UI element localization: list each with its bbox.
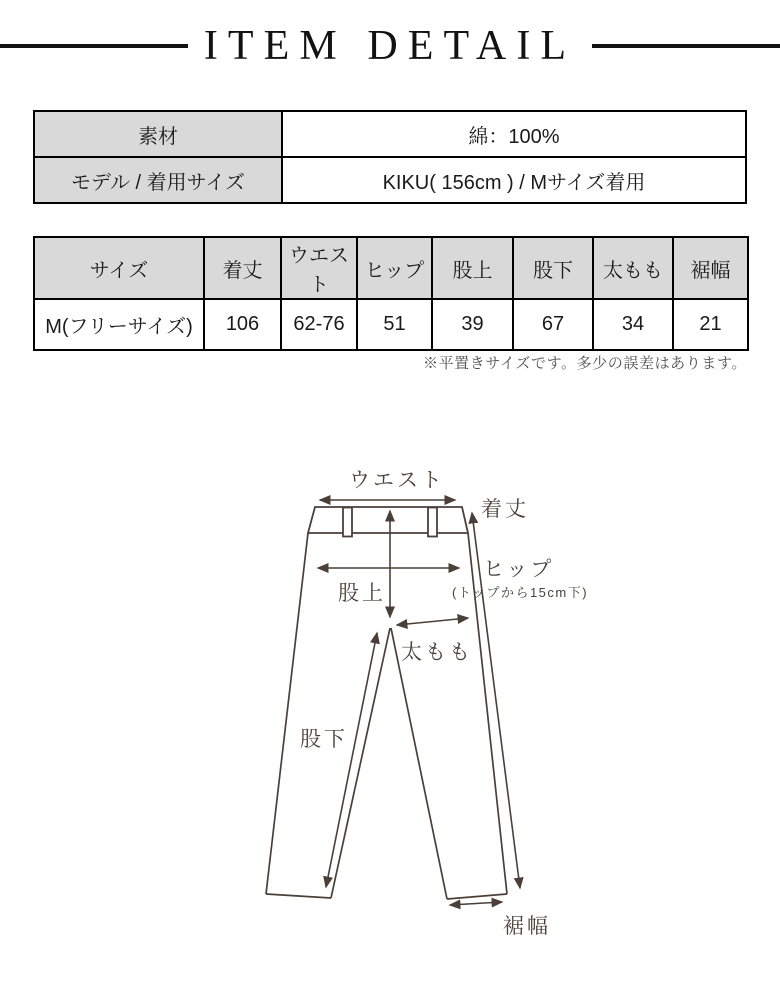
- col-header-length: 着丈: [204, 237, 281, 299]
- spec-table: [33, 110, 747, 204]
- spec-value-model: KIKU( 156cm ) / Mサイズ着用: [282, 157, 746, 203]
- col-header-inseam: 股下: [513, 237, 593, 299]
- spec-label-material: 素材: [34, 111, 282, 157]
- col-header-hip: ヒップ: [357, 237, 432, 299]
- table-row: [34, 157, 746, 203]
- belt-loop-right: [428, 508, 437, 537]
- right-hem: [447, 894, 507, 899]
- inseam-arrow: [326, 633, 377, 887]
- belt-loop-left: [343, 508, 352, 537]
- length-label: 着丈: [481, 498, 529, 521]
- col-header-size: サイズ: [34, 237, 204, 299]
- cell-rise: 39: [432, 299, 513, 350]
- col-header-rise: 股上: [432, 237, 513, 299]
- right-inner-seam: [391, 628, 447, 899]
- divider-right: [592, 44, 780, 48]
- size-table: [33, 236, 749, 351]
- divider-left: [0, 44, 188, 48]
- measurement-labels: [300, 469, 588, 938]
- page-title: ITEM DETAIL: [203, 23, 577, 69]
- thigh-arrow: [397, 618, 468, 625]
- cell-inseam: 67: [513, 299, 593, 350]
- cell-thigh: 34: [593, 299, 673, 350]
- table-row: [34, 111, 746, 157]
- hip-note-label: (トップから15cm下): [452, 585, 589, 600]
- col-header-thigh: 太もも: [593, 237, 673, 299]
- table-row: [34, 299, 748, 350]
- hem-width-arrow: [450, 902, 502, 905]
- hem-width-label: 裾幅: [503, 915, 551, 938]
- hip-label: ヒップ: [483, 558, 555, 581]
- left-outer-seam: [266, 533, 308, 894]
- thigh-label: 太もも: [401, 641, 473, 664]
- left-inner-seam: [331, 628, 390, 898]
- waist-label: ウエスト: [349, 469, 445, 492]
- inseam-label: 股下: [300, 728, 348, 751]
- rise-label: 股上: [338, 582, 386, 605]
- cell-hem: 21: [673, 299, 748, 350]
- col-header-hem: 裾幅: [673, 237, 748, 299]
- section-header: [0, 18, 780, 74]
- waistband: [308, 507, 468, 533]
- measurement-note: ※平置きサイズです。多少の誤差はあります。: [422, 355, 747, 372]
- cell-waist: 62-76: [281, 299, 357, 350]
- table-header-row: [34, 237, 748, 299]
- spec-value-material: 綿：100%: [282, 111, 746, 157]
- cell-hip: 51: [357, 299, 432, 350]
- cell-length: 106: [204, 299, 281, 350]
- pants-outline: [266, 507, 507, 899]
- col-header-waist: ウエスト: [281, 237, 357, 299]
- cell-size-name: M(フリーサイズ): [34, 299, 204, 350]
- left-hem: [266, 894, 331, 898]
- pants-measurement-diagram: [0, 455, 780, 975]
- spec-label-model: モデル / 着用サイズ: [34, 157, 282, 203]
